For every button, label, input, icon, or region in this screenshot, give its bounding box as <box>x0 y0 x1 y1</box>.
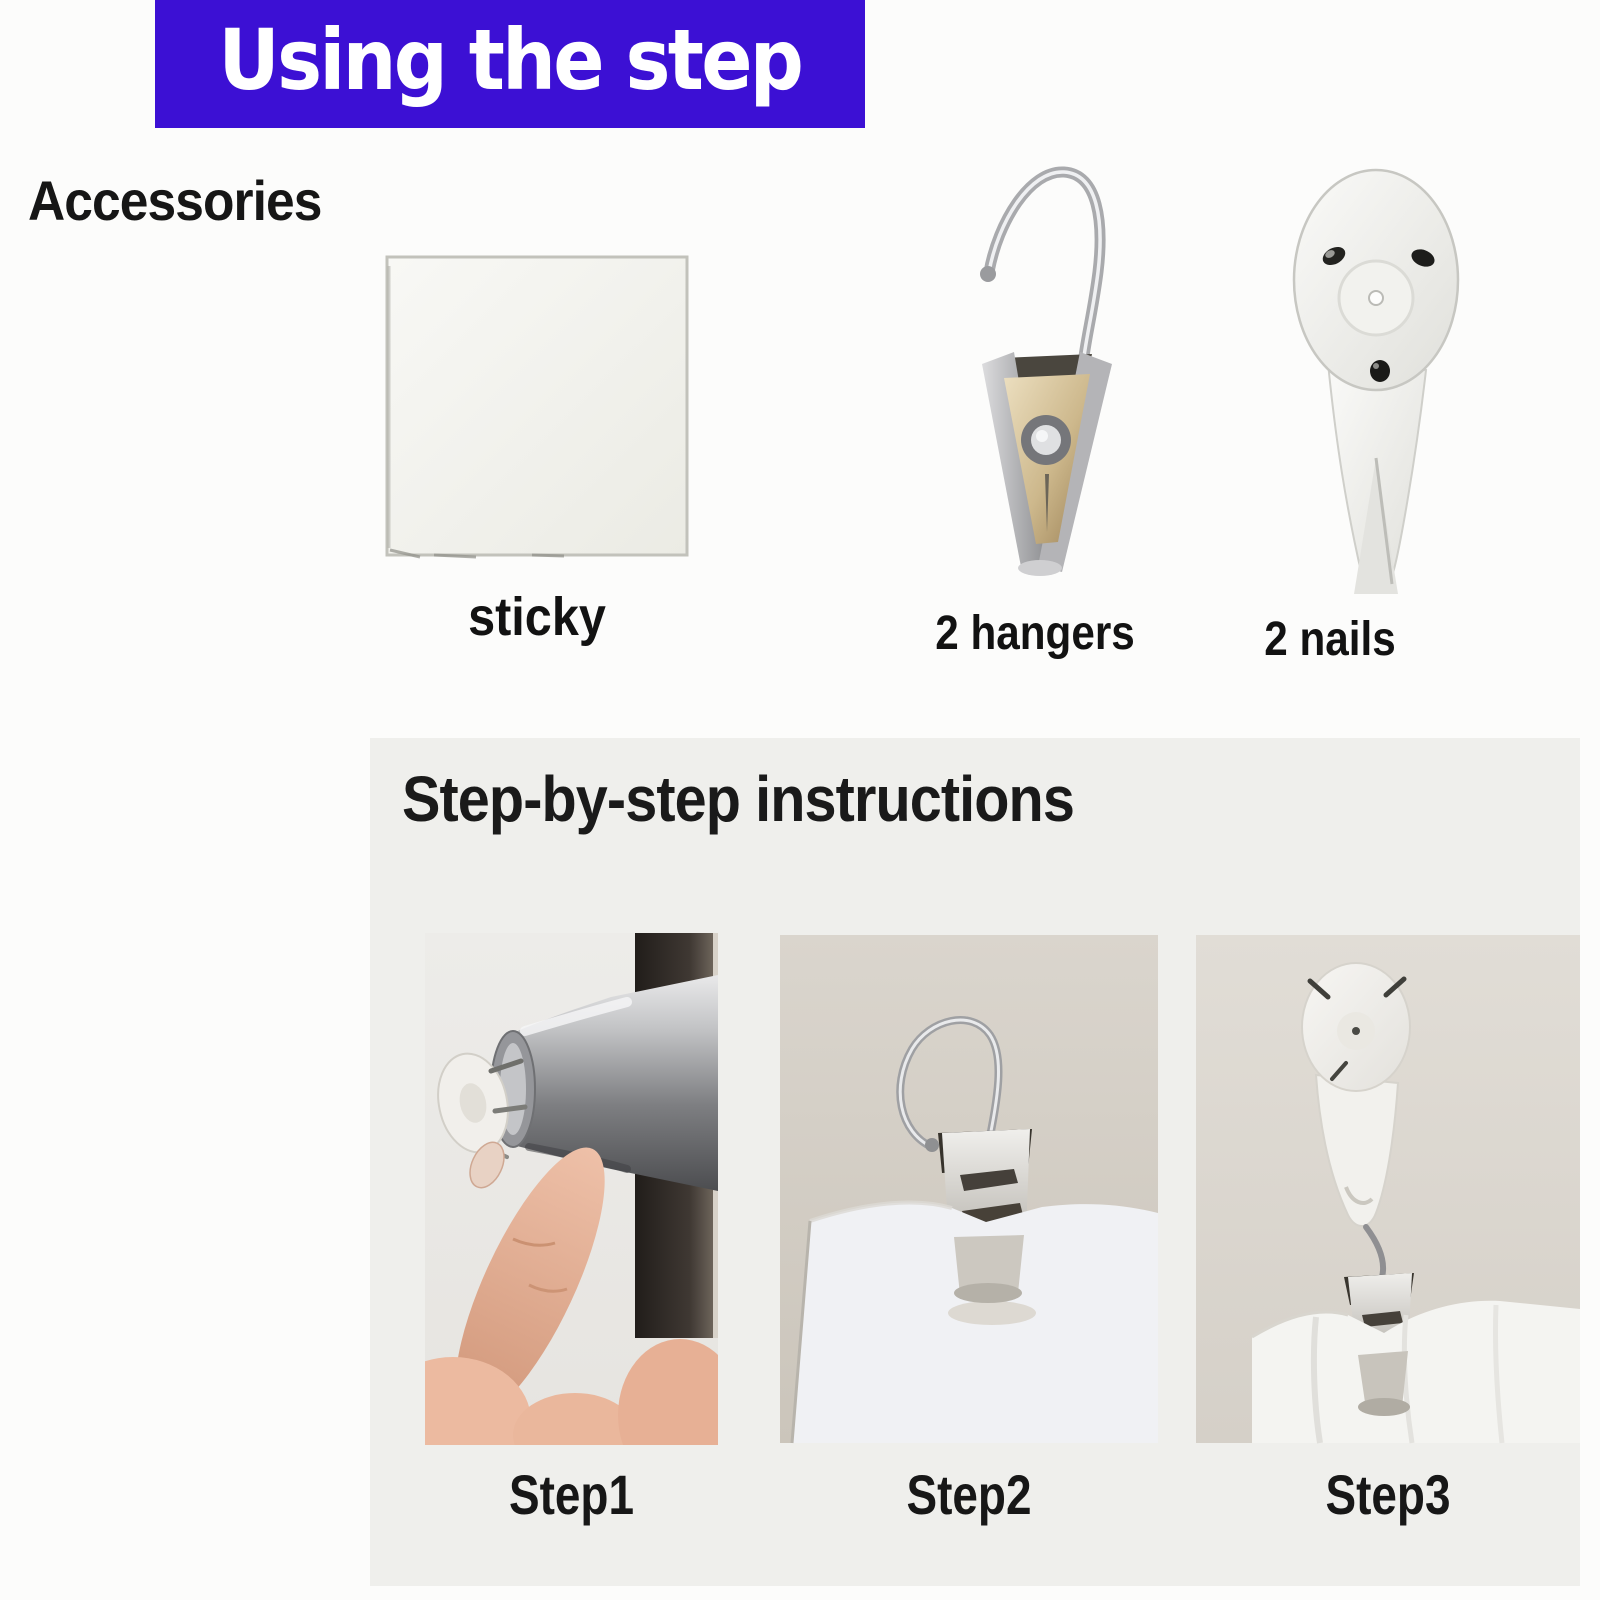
step3-label: Step3 <box>1325 1463 1451 1526</box>
sticky-pad-image <box>382 252 692 562</box>
nails-caption: 2 nails <box>1264 613 1396 666</box>
hangers-caption: 2 hangers <box>935 607 1135 660</box>
step1-photo <box>425 933 718 1445</box>
nail-hook-graphic <box>1280 158 1475 598</box>
page-title: Using the step <box>218 11 802 109</box>
step1-label: Step1 <box>508 1463 635 1526</box>
accessories-heading: Accessories <box>28 169 322 232</box>
hanger-clip-graphic <box>952 152 1142 577</box>
instructions-heading: Step-by-step instructions <box>402 763 1074 835</box>
nail-hook-image <box>1280 158 1475 598</box>
hanger-clip-image <box>952 152 1142 577</box>
title-banner <box>155 0 865 128</box>
step3-photo-graphic <box>1196 933 1580 1445</box>
step2-photo-graphic <box>780 933 1158 1445</box>
step2-photo <box>780 933 1158 1445</box>
step2-label: Step2 <box>906 1463 1032 1526</box>
step1-photo-graphic <box>425 933 718 1445</box>
step3-photo <box>1196 933 1580 1445</box>
sticky-caption: sticky <box>468 587 606 647</box>
sticky-pad-graphic <box>382 252 692 562</box>
